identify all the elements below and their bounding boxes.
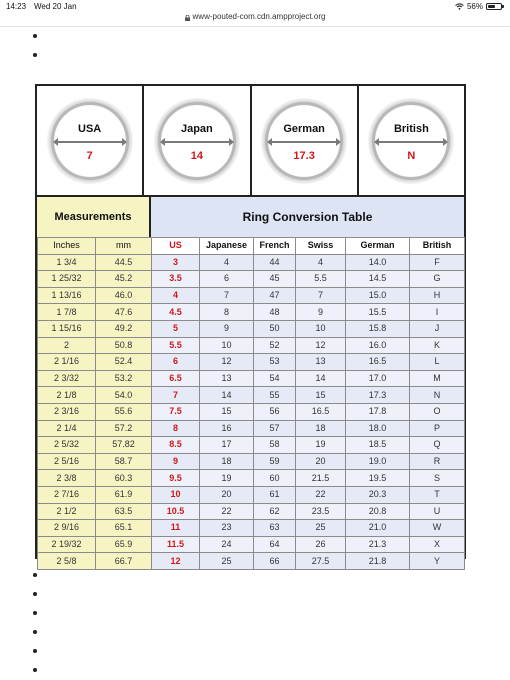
list-bullet xyxy=(33,573,37,577)
column-header-japanese: Japanese xyxy=(200,238,254,255)
cell-mm: 53.2 xyxy=(96,370,152,387)
table-row xyxy=(38,470,465,487)
column-header-swiss: Swiss xyxy=(296,238,346,255)
cell-us: 10.5 xyxy=(152,503,200,520)
toolbar-divider xyxy=(0,26,510,27)
double-arrow-icon xyxy=(57,141,123,143)
cell-mm: 65.1 xyxy=(96,520,152,537)
cell-swiss: 5.5 xyxy=(296,271,346,288)
cell-us: 11 xyxy=(152,520,200,537)
cell-swiss: 19 xyxy=(296,437,346,454)
cell-swiss: 9 xyxy=(296,304,346,321)
cell-german: 17.8 xyxy=(346,403,410,420)
cell-japanese: 14 xyxy=(200,387,254,404)
cell-inches: 2 5/32 xyxy=(38,437,96,454)
cell-german: 20.8 xyxy=(346,503,410,520)
cell-german: 15.8 xyxy=(346,320,410,337)
cell-us: 4.5 xyxy=(152,304,200,321)
cell-mm: 60.3 xyxy=(96,470,152,487)
cell-japanese: 6 xyxy=(200,271,254,288)
ring-icon xyxy=(47,98,133,184)
cell-british: M xyxy=(410,370,465,387)
cell-inches: 2 3/32 xyxy=(38,370,96,387)
cell-inches: 1 7/8 xyxy=(38,304,96,321)
ring-cell-british xyxy=(359,86,464,195)
cell-british: G xyxy=(410,271,465,288)
cell-mm: 45.2 xyxy=(96,271,152,288)
cell-french: 50 xyxy=(254,320,296,337)
table-row xyxy=(38,520,465,537)
cell-swiss: 15 xyxy=(296,387,346,404)
cell-mm: 49.2 xyxy=(96,320,152,337)
cell-us: 3 xyxy=(152,254,200,271)
cell-inches: 2 1/4 xyxy=(38,420,96,437)
cell-french: 66 xyxy=(254,553,296,570)
cell-mm: 61.9 xyxy=(96,486,152,503)
double-arrow-icon xyxy=(378,141,444,143)
cell-inches: 2 5/16 xyxy=(38,453,96,470)
table-row xyxy=(38,387,465,404)
cell-us: 6 xyxy=(152,354,200,371)
cell-french: 45 xyxy=(254,271,296,288)
table-row xyxy=(38,320,465,337)
table-row xyxy=(38,271,465,288)
table-header-row xyxy=(38,238,465,255)
column-header-french: French xyxy=(254,238,296,255)
conversion-title: Ring Conversion Table xyxy=(151,197,464,237)
cell-mm: 65.9 xyxy=(96,536,152,553)
cell-inches: 1 13/16 xyxy=(38,287,96,304)
cell-us: 7 xyxy=(152,387,200,404)
table-row xyxy=(38,553,465,570)
table-row xyxy=(38,337,465,354)
cell-inches: 2 19/32 xyxy=(38,536,96,553)
cell-french: 54 xyxy=(254,370,296,387)
cell-swiss: 16.5 xyxy=(296,403,346,420)
table-row xyxy=(38,453,465,470)
ring-icon xyxy=(154,98,240,184)
column-header-mm: mm xyxy=(96,238,152,255)
list-bullet xyxy=(33,592,37,596)
cell-inches: 1 25/32 xyxy=(38,271,96,288)
cell-mm: 58.7 xyxy=(96,453,152,470)
cell-inches: 2 1/2 xyxy=(38,503,96,520)
cell-british: T xyxy=(410,486,465,503)
ring-name: USA xyxy=(78,122,102,135)
cell-french: 56 xyxy=(254,403,296,420)
cell-swiss: 12 xyxy=(296,337,346,354)
cell-us: 8.5 xyxy=(152,437,200,454)
cell-swiss: 14 xyxy=(296,370,346,387)
cell-us: 5.5 xyxy=(152,337,200,354)
battery-percent: 56% xyxy=(466,2,483,11)
list-bullet xyxy=(33,630,37,634)
cell-swiss: 21.5 xyxy=(296,470,346,487)
cell-swiss: 26 xyxy=(296,536,346,553)
cell-french: 62 xyxy=(254,503,296,520)
cell-us: 7.5 xyxy=(152,403,200,420)
cell-japanese: 20 xyxy=(200,486,254,503)
cell-german: 17.0 xyxy=(346,370,410,387)
ring-name: Japan xyxy=(180,122,213,135)
cell-french: 58 xyxy=(254,437,296,454)
ring-name: British xyxy=(393,122,429,135)
cell-swiss: 18 xyxy=(296,420,346,437)
cell-german: 15.0 xyxy=(346,287,410,304)
cell-japanese: 12 xyxy=(200,354,254,371)
cell-swiss: 4 xyxy=(296,254,346,271)
column-header-inches: Inches xyxy=(38,238,96,255)
column-header-us: US xyxy=(152,238,200,255)
cell-british: X xyxy=(410,536,465,553)
wifi-icon xyxy=(455,3,464,10)
cell-swiss: 10 xyxy=(296,320,346,337)
address-bar[interactable] xyxy=(0,12,510,26)
cell-german: 16.5 xyxy=(346,354,410,371)
cell-us: 9.5 xyxy=(152,470,200,487)
table-row xyxy=(38,354,465,371)
cell-japanese: 19 xyxy=(200,470,254,487)
cell-british: O xyxy=(410,403,465,420)
ring-name: German xyxy=(283,122,325,135)
cell-french: 48 xyxy=(254,304,296,321)
cell-us: 8 xyxy=(152,420,200,437)
list-bullet xyxy=(33,53,37,57)
status-time: 14:23 xyxy=(6,2,27,11)
list-bullet xyxy=(33,34,37,38)
cell-us: 9 xyxy=(152,453,200,470)
cell-french: 60 xyxy=(254,470,296,487)
table-title-row xyxy=(37,195,464,237)
cell-british: I xyxy=(410,304,465,321)
cell-mm: 52.4 xyxy=(96,354,152,371)
cell-us: 4 xyxy=(152,287,200,304)
cell-german: 18.0 xyxy=(346,420,410,437)
cell-german: 19.0 xyxy=(346,453,410,470)
cell-japanese: 7 xyxy=(200,287,254,304)
cell-german: 16.0 xyxy=(346,337,410,354)
ring-size: 17.3 xyxy=(293,149,315,162)
ring-cell-german xyxy=(252,86,359,195)
cell-british: Y xyxy=(410,553,465,570)
table-row xyxy=(38,403,465,420)
cell-us: 6.5 xyxy=(152,370,200,387)
cell-french: 64 xyxy=(254,536,296,553)
cell-british: S xyxy=(410,470,465,487)
table-row xyxy=(38,437,465,454)
cell-mm: 54.0 xyxy=(96,387,152,404)
cell-german: 21.0 xyxy=(346,520,410,537)
cell-british: N xyxy=(410,387,465,404)
cell-french: 44 xyxy=(254,254,296,271)
cell-french: 52 xyxy=(254,337,296,354)
cell-inches: 2 1/16 xyxy=(38,354,96,371)
cell-swiss: 22 xyxy=(296,486,346,503)
cell-mm: 50.8 xyxy=(96,337,152,354)
cell-british: L xyxy=(410,354,465,371)
cell-german: 21.8 xyxy=(346,553,410,570)
table-row xyxy=(38,536,465,553)
table-row xyxy=(38,420,465,437)
cell-french: 57 xyxy=(254,420,296,437)
cell-inches: 1 15/16 xyxy=(38,320,96,337)
cell-french: 61 xyxy=(254,486,296,503)
cell-mm: 63.5 xyxy=(96,503,152,520)
cell-inches: 2 3/16 xyxy=(38,403,96,420)
cell-us: 5 xyxy=(152,320,200,337)
cell-us: 3.5 xyxy=(152,271,200,288)
cell-japanese: 10 xyxy=(200,337,254,354)
ring-conversion-image xyxy=(35,84,466,566)
measurements-title: Measurements xyxy=(37,197,151,237)
cell-mm: 47.6 xyxy=(96,304,152,321)
cell-inches: 2 1/8 xyxy=(38,387,96,404)
cell-german: 18.5 xyxy=(346,437,410,454)
cell-swiss: 20 xyxy=(296,453,346,470)
cell-japanese: 22 xyxy=(200,503,254,520)
cell-swiss: 25 xyxy=(296,520,346,537)
ring-illustrations xyxy=(37,86,464,195)
cell-japanese: 4 xyxy=(200,254,254,271)
cell-us: 11.5 xyxy=(152,536,200,553)
cell-swiss: 7 xyxy=(296,287,346,304)
cell-british: W xyxy=(410,520,465,537)
status-date: Wed 20 Jan xyxy=(34,2,77,11)
list-bullet xyxy=(33,611,37,615)
cell-french: 47 xyxy=(254,287,296,304)
cell-british: F xyxy=(410,254,465,271)
table-row xyxy=(38,486,465,503)
ring-size: 14 xyxy=(190,149,203,162)
cell-german: 21.3 xyxy=(346,536,410,553)
cell-french: 55 xyxy=(254,387,296,404)
cell-swiss: 23.5 xyxy=(296,503,346,520)
cell-japanese: 13 xyxy=(200,370,254,387)
cell-japanese: 24 xyxy=(200,536,254,553)
cell-french: 53 xyxy=(254,354,296,371)
cell-us: 12 xyxy=(152,553,200,570)
ring-size: N xyxy=(407,149,416,162)
cell-japanese: 16 xyxy=(200,420,254,437)
cell-german: 19.5 xyxy=(346,470,410,487)
cell-japanese: 15 xyxy=(200,403,254,420)
url-text: www-pouted-com.cdn.ampproject.org xyxy=(192,12,326,21)
ring-icon xyxy=(368,98,454,184)
table-row xyxy=(38,304,465,321)
cell-german: 15.5 xyxy=(346,304,410,321)
cell-british: Q xyxy=(410,437,465,454)
ring-icon xyxy=(261,98,347,184)
cell-mm: 57.82 xyxy=(96,437,152,454)
table-row xyxy=(38,254,465,271)
cell-japanese: 8 xyxy=(200,304,254,321)
cell-german: 14.5 xyxy=(346,271,410,288)
table-row xyxy=(38,287,465,304)
list-bullet xyxy=(33,649,37,653)
cell-japanese: 9 xyxy=(200,320,254,337)
cell-japanese: 18 xyxy=(200,453,254,470)
cell-inches: 2 9/16 xyxy=(38,520,96,537)
cell-french: 63 xyxy=(254,520,296,537)
cell-british: H xyxy=(410,287,465,304)
cell-british: P xyxy=(410,420,465,437)
cell-inches: 1 3/4 xyxy=(38,254,96,271)
cell-british: K xyxy=(410,337,465,354)
double-arrow-icon xyxy=(271,141,337,143)
cell-german: 14.0 xyxy=(346,254,410,271)
cell-mm: 66.7 xyxy=(96,553,152,570)
cell-japanese: 25 xyxy=(200,553,254,570)
cell-inches: 2 3/8 xyxy=(38,470,96,487)
cell-french: 59 xyxy=(254,453,296,470)
battery-icon xyxy=(486,3,502,10)
cell-mm: 57.2 xyxy=(96,420,152,437)
cell-german: 17.3 xyxy=(346,387,410,404)
cell-swiss: 13 xyxy=(296,354,346,371)
cell-british: J xyxy=(410,320,465,337)
ring-cell-usa xyxy=(37,86,144,195)
cell-inches: 2 xyxy=(38,337,96,354)
cell-british: U xyxy=(410,503,465,520)
column-header-german: German xyxy=(346,238,410,255)
cell-mm: 44.5 xyxy=(96,254,152,271)
lock-icon xyxy=(185,14,190,20)
cell-swiss: 27.5 xyxy=(296,553,346,570)
ring-size: 7 xyxy=(86,149,93,162)
ring-size-table xyxy=(37,237,465,570)
cell-german: 20.3 xyxy=(346,486,410,503)
status-right xyxy=(455,2,502,11)
cell-us: 10 xyxy=(152,486,200,503)
ring-cell-japan xyxy=(144,86,251,195)
table-body xyxy=(38,254,465,569)
list-bullet xyxy=(33,668,37,672)
cell-british: R xyxy=(410,453,465,470)
cell-japanese: 17 xyxy=(200,437,254,454)
cell-mm: 46.0 xyxy=(96,287,152,304)
cell-inches: 2 7/16 xyxy=(38,486,96,503)
table-row xyxy=(38,503,465,520)
cell-japanese: 23 xyxy=(200,520,254,537)
table-row xyxy=(38,370,465,387)
cell-inches: 2 5/8 xyxy=(38,553,96,570)
double-arrow-icon xyxy=(164,141,230,143)
column-header-british: British xyxy=(410,238,465,255)
cell-mm: 55.6 xyxy=(96,403,152,420)
